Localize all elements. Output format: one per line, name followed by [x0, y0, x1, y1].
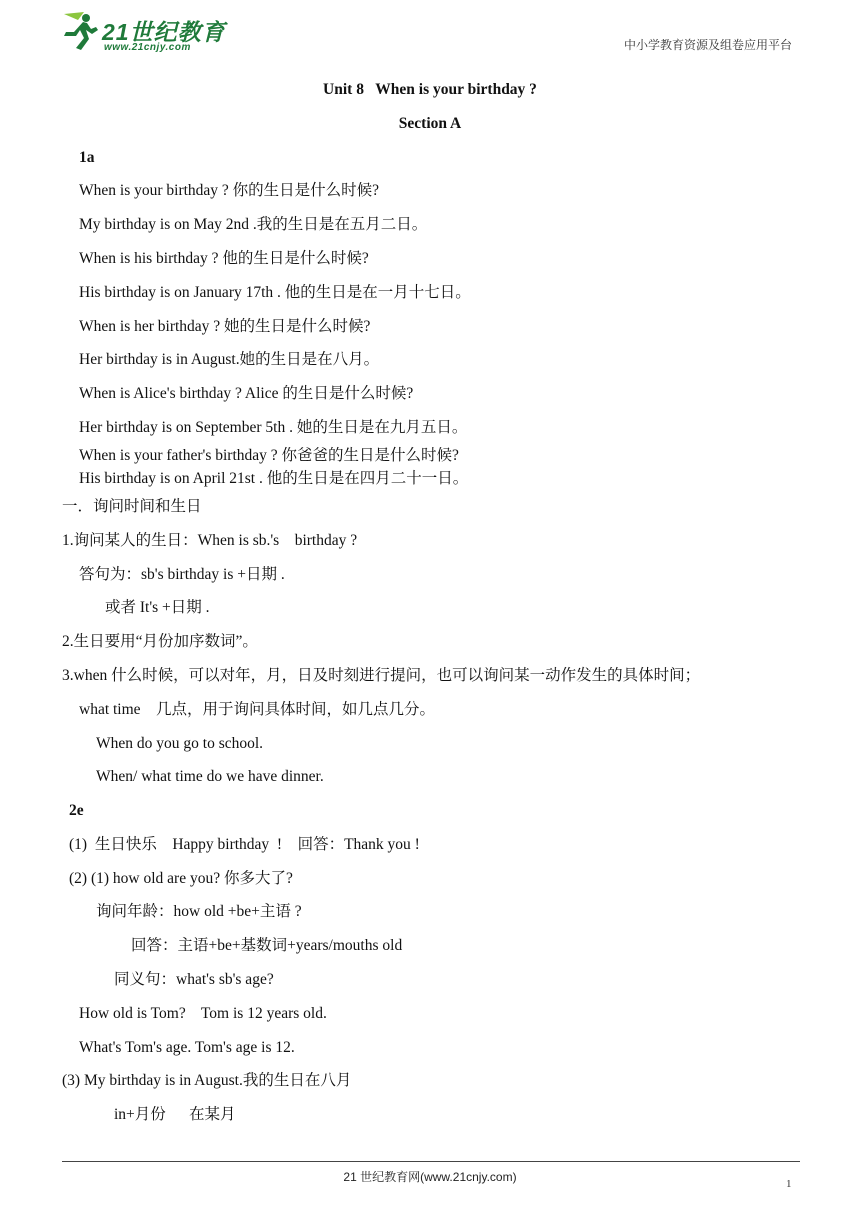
text-line: When is his birthday ? 他的生日是什么时候?	[79, 250, 369, 267]
text-line: His birthday is on January 17th . 他的生日是在一月十七日。	[79, 284, 471, 301]
runner-icon	[56, 10, 102, 54]
text-line: (3) My birthday is in August.我的生日在八月	[62, 1072, 352, 1089]
footer-site: 21 世纪教育网(www.21cnjy.com)	[343, 1170, 517, 1184]
text-line: Her birthday is in August.她的生日是在八月。	[79, 351, 380, 368]
text-line: (2) (1) how old are you? 你多大了?	[69, 870, 293, 887]
section-title: Section A	[398, 115, 462, 132]
text-line: When is her birthday ? 她的生日是什么时候?	[79, 318, 371, 335]
heading-1a: 1a	[79, 149, 95, 166]
unit-title: Unit 8 When is your birthday ?	[323, 81, 537, 98]
text-line: When is Alice's birthday ? Alice 的生日是什么时候?	[79, 385, 414, 402]
text-line: 1.询问某人的生日：When is sb.'s birthday ?	[62, 532, 358, 549]
text-line: 或者 It's +日期 .	[105, 599, 210, 616]
text-line: what time 几点，用于询问具体时间，如几点几分。	[79, 701, 436, 718]
text-line: When do you go to school.	[96, 735, 264, 752]
text-line: 询问年龄：how old +be+主语 ?	[96, 903, 302, 920]
text-line: His birthday is on April 21st . 他的生日是在四月二十一日。	[79, 470, 469, 487]
text-line: 答句为：sb's birthday is +日期 .	[79, 566, 285, 583]
text-line: When is your father's birthday ? 你爸爸的生日是什么时候?	[79, 447, 459, 464]
text-line: in+月份 在某月	[114, 1106, 236, 1123]
text-line: My birthday is on May 2nd .我的生日是在五月二日。	[79, 216, 428, 233]
logo-url: www.21cnjy.com	[104, 42, 191, 53]
heading-2e: 2e	[69, 802, 84, 819]
site-logo	[56, 10, 226, 54]
text-line: What's Tom's age. Tom's age is 12.	[79, 1039, 295, 1056]
logo-text: 21世纪教育	[102, 19, 226, 45]
platform-name: 中小学教育资源及组卷应用平台	[623, 38, 792, 52]
text-line: 回答：主语+be+基数词+years/mouths old	[131, 937, 403, 954]
text-line: Her birthday is on September 5th . 她的生日是在九月五日。	[79, 419, 468, 436]
text-line: When is your birthday ? 你的生日是什么时候?	[79, 182, 380, 199]
page-number: 1	[786, 1178, 792, 1190]
footer-divider	[62, 1161, 800, 1162]
text-line: 3.when 什么时候，可以对年，月，日及时刻进行提问，也可以询问某一动作发生的具体时间；	[62, 667, 701, 684]
text-line: When/ what time do we have dinner.	[96, 768, 324, 785]
section-heading: 一．询问时间和生日	[62, 498, 202, 515]
text-line: 2.生日要用“月份加序数词”。	[62, 633, 258, 650]
text-line: How old is Tom? Tom is 12 years old.	[79, 1005, 327, 1022]
text-line: 同义句：what's sb's age?	[114, 971, 274, 988]
text-line: (1) 生日快乐 Happy birthday ! 回答：Thank you !	[69, 836, 420, 853]
